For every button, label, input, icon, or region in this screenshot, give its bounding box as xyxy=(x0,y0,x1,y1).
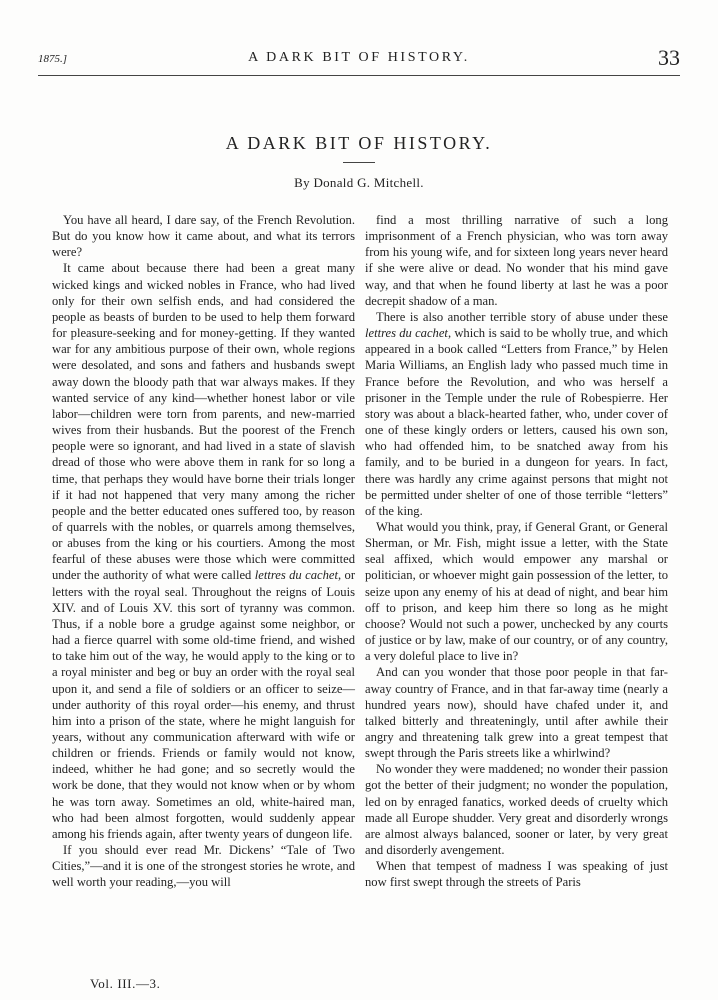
article-title: A DARK BIT OF HISTORY. xyxy=(225,133,493,153)
running-head xyxy=(38,44,680,72)
article-byline: By Donald G. Mitchell. xyxy=(294,175,424,190)
paragraph: It came about because there had been a great many wicked kings and wicked nobles in France, who had lived only for their own selfish ends, and had considered the people as beasts of burden to be used to help them forward for pleasure-seeking and for money-getting. If they wanted war for any ambitious purpose of their own, whole regions were desolated, and sons and fathers and husbands swept away down the bloody path that war always makes. If they wanted service of any kind—whether honest labor or vile labor—children were torn from parents, and new-married wives from their husbands. But the poorest of the French people were so ignorant, and had lived in a state of slavish dread of those who were above them in rank for so long a time, that perhaps they would have borne their trials longer if it had not happened that very many among the richer people and the better educated ones suffered too, by reason of quarrels with the nobles, or quarrels among themselves, or abuses from the king or his courtiers. Among the most fearful of these abuses were those which were committed under the authority of what were called lettres du cachet, or letters with the royal seal. Throughout the reigns of Louis XIV. and of Louis XV. this sort of tyranny was common. Thus, if a noble bore a grudge against some neighbor, or had a fierce quarrel with some old-time friend, and wished to take him out of the way, he would apply to the king or to a royal minister and beg or buy an order with the royal seal upon it, and send a file of soldiers or an officer to seize—under authority of this royal order—his enemy, and thrust him into a prison of the state, where he might languish for years, without any communication afterward with wife or children or friends. Friends or family would not know, indeed, whither he had gone; and so secretly would the work be done, that they would not know when or by whom he was torn away. Sometimes an old, white-haired man, who had been almost forgotten, would suddenly appear among his friends again, after twenty years of dungeon life. xyxy=(52,261,356,841)
right-column xyxy=(365,212,668,891)
paragraph: If you should ever read Mr. Dickens’ “Tale of Two Cities,”—and it is one of the strongest stories he wrote, and well worth your reading,—you will xyxy=(52,843,355,890)
signature-mark: Vol. III.—3. xyxy=(90,976,161,991)
header-rule xyxy=(38,75,680,76)
paragraph: There is also another terrible story of abuse under these lettres du cachet, which is said to be wholly true, and which appeared in a book called “Letters from France,” by Helen Maria Williams, an English lady who passed much time in France before the Revolution, and who was herself a prisoner in the Temple under the rule of Robespierre. Her story was about a black-hearted father, who, under cover of one of these kingly orders or letters, caused his own son, who had offended him, to be snatched away from his family, and to be buried in a dungeon for years. In fact, there was hardly any crime against persons that might not be permitted under shelter of one of those terrible “letters” of the king. xyxy=(365,309,668,518)
paragraph: find a most thrilling narrative of such a long imprisonment of a French physician, who was torn away from his young wife, and for sixteen long years never heard if she were alive or dead. No wonder that his mind gave way, and that when he found liberty at last he was a poor decrepit shadow of a man. xyxy=(365,213,668,308)
paragraph: No wonder they were maddened; no wonder their passion got the better of their judgment; no wonder the population, led on by enraged fanatics, worked deeds of cruelty which made all Europe shudder. Very great and disorderly wrongs are almost always balanced, sooner or later, by very great and disorderly avengement. xyxy=(365,762,668,858)
header-year: 1875.] xyxy=(38,53,68,65)
paragraph: What would you think, pray, if General Grant, or General Sherman, or Mr. Fish, might issue a letter, with the State seal affixed, which would empower any marshal or politician, or whoever might gain possession of the letter, to seize upon any enemy of his at dead of night, and bear him off to prison, and keep him there so long as he might choose? Would not such a power, unchecked by any courts of justice or by law, make of our country, or of any country, a very doleful place to live in? xyxy=(365,519,668,664)
paragraph: And can you wonder that those poor people in that far-away country of France, and in that far-away time (nearly a hundred years now), should have chafed under it, and talked bitterly and threateningly, until after awhile their angry and threatening talk grew into a great tempest that swept through the Paris streets like a whirlwind? xyxy=(365,665,668,761)
paragraph: You have all heard, I dare say, of the French Revolution. But do you know how it came about, and what its terrors were? xyxy=(52,213,355,260)
left-column xyxy=(52,212,355,891)
page-number: 33 xyxy=(658,45,680,70)
paragraph: When that tempest of madness I was speaking of just now first swept through the streets of Paris xyxy=(365,859,668,890)
header-running-title: A DARK BIT OF HISTORY. xyxy=(248,50,470,65)
title-divider xyxy=(343,162,375,163)
